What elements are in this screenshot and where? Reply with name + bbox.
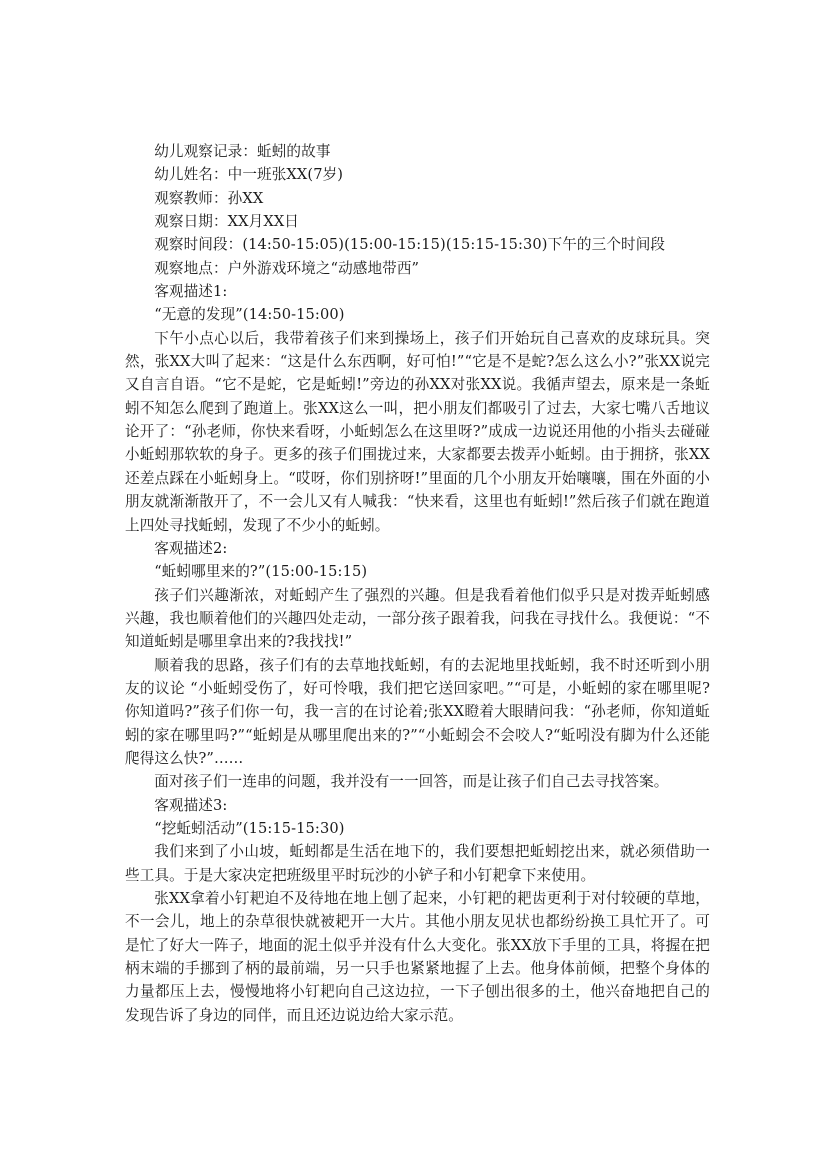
body-paragraph: 我们来到了小山坡，蚯蚓都是生活在地下的，我们要想把蚯蚓挖出来，就必须借助一些工具。于是大家决定把班级里平时玩沙的小铲子和小钉耙拿下来使用。 bbox=[125, 843, 710, 884]
body-paragraph: 面对孩子们一连串的问题，我并没有一一回答，而是让孩子们自己去寻找答案。 bbox=[154, 773, 669, 791]
section-subtitle-2: “蚯蚓哪里来的?”(15:00-15:15) bbox=[154, 563, 368, 581]
child-name: 幼儿姓名：中一班张XX(7岁) bbox=[154, 166, 344, 184]
section-subtitle-3: “挖蚯蚓活动”(15:15-15:30) bbox=[154, 819, 345, 837]
section-heading-2: 客观描述2: bbox=[154, 539, 228, 557]
observation-date: 观察日期：XX月XX日 bbox=[154, 213, 300, 231]
document-body bbox=[125, 140, 710, 1027]
body-paragraph: 顺着我的思路，孩子们有的去草地找蚯蚓，有的去泥地里找蚯蚓，我不时还听到小朋友的议论 “小蚯蚓受伤了，好可怜哦，我们把它送回家吧。”“可是，小蚯蚓的家在哪里呢?你知道吗?”孩子们你一句，我一言的在讨论着;张XX瞪着大眼睛问我：“孙老师，你知道蚯蚓的家在哪里吗?”“蚯蚓是从哪里爬出来的?”“小蚯蚓会不会咬人?“蚯吲没有脚为什么还能爬得这么快?”…… bbox=[125, 656, 710, 767]
section-heading-3: 客观描述3: bbox=[154, 796, 228, 814]
observation-time: 观察时间段：(14:50-15:05)(15:00-15:15)(15:15-15:30)下午的三个时间段 bbox=[154, 236, 666, 254]
record-title: 幼儿观察记录：蚯蚓的故事 bbox=[154, 143, 331, 160]
observation-location: 观察地点：户外游戏环境之“动感地带西” bbox=[154, 259, 420, 277]
section-subtitle-1: “无意的发现”(14:50-15:00) bbox=[154, 306, 345, 324]
body-paragraph: 张XX拿着小钉耙迫不及待地在地上刨了起来，小钉耙的耙齿更利于对付较硬的草地，不一会儿，地上的杂草很快就被耙开一大片。其他小朋友见状也都纷纷换工具忙开了。可是忙了好大一阵子，地面的泥土似乎并没有什么大变化。张XX放下手里的工具，将握在把柄末端的手挪到了柄的最前端，另一只手也紧紧地握了上去。他身体前倾，把整个身体的力量都压上去，慢慢地将小钉耙向自己这边拉，一下子刨出很多的土，他兴奋地把自己的发现告诉了身边的同伴，而且还边说边给大家示范。 bbox=[125, 890, 710, 1024]
body-paragraph: 孩子们兴趣渐浓，对蚯蚓产生了强烈的兴趣。但是我看着他们似乎只是对拨弄蚯蚓感兴趣，我也顺着他们的兴趣四处走动，一部分孩子跟着我，问我在寻找什么。我便说：“不知道蚯蚓是哪里拿出来的?我找找!” bbox=[125, 586, 710, 651]
observer-teacher: 观察教师：孙XX bbox=[154, 189, 264, 207]
body-paragraph: 下午小点心以后，我带着孩子们来到操场上，孩子们开始玩自己喜欢的皮球玩具。突然，张XX大叫了起来：“这是什么东西啊，好可怕!”“它是不是蛇?怎么这么小?”张XX说完又自言自语。“它不是蛇，它是蚯蚓!”旁边的孙XX对张XX说。我循声望去，原来是一条蚯蚓不知怎么爬到了跑道上。张XX这么一叫，把小朋友们都吸引了过去，大家七嘴八舌地议论开了：“孙老师，你快来看呀，小蚯蚓怎么在这里呀?”成成一边说还用他的小指头去碰碰小蚯蚓那软软的身子。更多的孩子们围拢过来，大家都要去拨弄小蚯蚓。由于拥挤，张XX还差点踩在小蚯蚓身上。“哎呀，你们别挤呀!”里面的几个小朋友开始嚷嚷，围在外面的小朋友就渐渐散开了，不一会儿又有人喊我：“快来看，这里也有蚯蚓!”然后孩子们就在跑道上四处寻找蚯蚓，发现了不少小的蚯蚓。 bbox=[125, 329, 710, 534]
section-heading-1: 客观描述1: bbox=[154, 283, 228, 301]
